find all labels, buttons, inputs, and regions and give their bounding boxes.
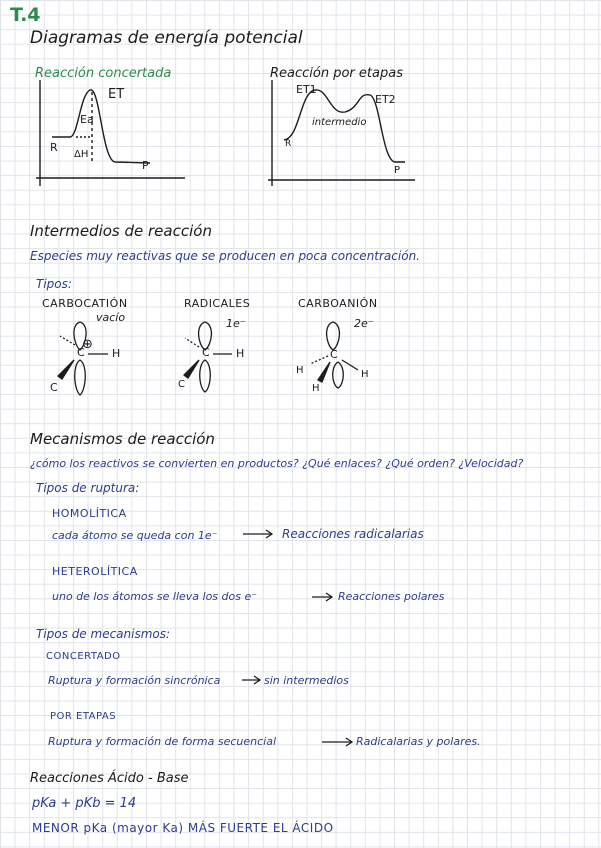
carbocation-charge: ⊕ <box>82 337 93 352</box>
concerted-energy-curve <box>52 87 150 163</box>
carbocation-c: C <box>77 346 85 359</box>
concerted-mech-title: CONCERTADO <box>46 651 121 662</box>
concerted-mech-result: sin intermedios <box>264 674 349 687</box>
stepwise-mech-result: Radicalarias y polares. <box>356 735 481 748</box>
acid-base-heading: Reacciones Ácido - Base <box>30 771 189 786</box>
radical-h: H <box>236 347 245 360</box>
heterolytic-title: HETEROLÍTICA <box>52 565 138 578</box>
heterolytic-desc: uno de los átomos se lleva los dos e⁻ <box>52 590 258 603</box>
radical-note: 1e⁻ <box>226 317 246 330</box>
stepwise-r-label: R <box>285 139 292 149</box>
concerted-mech-desc: Ruptura y formación sincrónica <box>48 674 221 687</box>
carbanion-note: 2e⁻ <box>354 317 374 330</box>
et2-label: ET2 <box>375 93 396 106</box>
radical-c: C <box>202 346 210 359</box>
homolytic-desc: cada átomo se queda con 1e⁻ <box>52 529 218 542</box>
concerted-p-label: P <box>142 159 149 172</box>
carbanion-c: C <box>330 348 338 361</box>
dh-label: ΔH <box>74 149 89 160</box>
types-label: Tipos: <box>36 277 72 291</box>
section-label: T.4 <box>10 4 41 26</box>
concerted-r-label: R <box>50 141 58 154</box>
radical-name: RADICALES <box>184 297 251 310</box>
stepwise-mech-title: POR ETAPAS <box>50 711 117 722</box>
heterolytic-result: Reacciones polares <box>338 590 445 603</box>
concerted-title: Reacción concertada <box>35 66 172 81</box>
carbanion-name: CARBOANIÓN <box>298 297 378 310</box>
energy-diagrams-heading: Diagramas de energía potencial <box>30 28 303 48</box>
arrows <box>242 530 352 746</box>
carbanion-h2: H <box>312 383 320 394</box>
concerted-et-label: ET <box>108 87 125 102</box>
acid-base-rule: MENOR pKa (mayor Ka) MÁS FUERTE EL ÁCIDO <box>32 821 334 835</box>
homolytic-title: HOMOLÍTICA <box>52 507 127 520</box>
carbocation-note: vacío <box>96 311 126 324</box>
carbanion-h1: H <box>296 365 304 376</box>
rupture-types-label: Tipos de ruptura: <box>36 481 140 495</box>
intermediates-definition: Especies muy reactivas que se producen en poca concentración. <box>30 249 420 263</box>
carbocation-name: CARBOCATIÓN <box>42 297 128 310</box>
acid-base-formula: pKa + pKb = 14 <box>32 796 137 811</box>
et1-label: ET1 <box>296 83 317 96</box>
ea-label: Ea <box>80 113 94 126</box>
homolytic-result: Reacciones radicalarias <box>282 527 424 541</box>
carbanion-h3: H <box>361 369 369 380</box>
carbocation-sub: C <box>50 381 58 394</box>
intermediates-heading: Intermedios de reacción <box>30 222 212 240</box>
stepwise-mech-desc: Ruptura y formación de forma secuencial <box>48 735 277 748</box>
stepwise-title: Reacción por etapas <box>270 66 403 81</box>
intermediate-label: intermedio <box>312 117 367 128</box>
mechanism-types-label: Tipos de mecanismos: <box>36 627 171 641</box>
mechanisms-heading: Mecanismos de reacción <box>30 430 215 448</box>
mechanisms-questions: ¿cómo los reactivos se convierten en productos? ¿Qué enlaces? ¿Qué orden? ¿Velocidad? <box>30 457 524 470</box>
radical-sub: C <box>178 379 185 390</box>
carbocation-h: H <box>112 347 121 360</box>
stepwise-p-label: P <box>394 165 401 176</box>
